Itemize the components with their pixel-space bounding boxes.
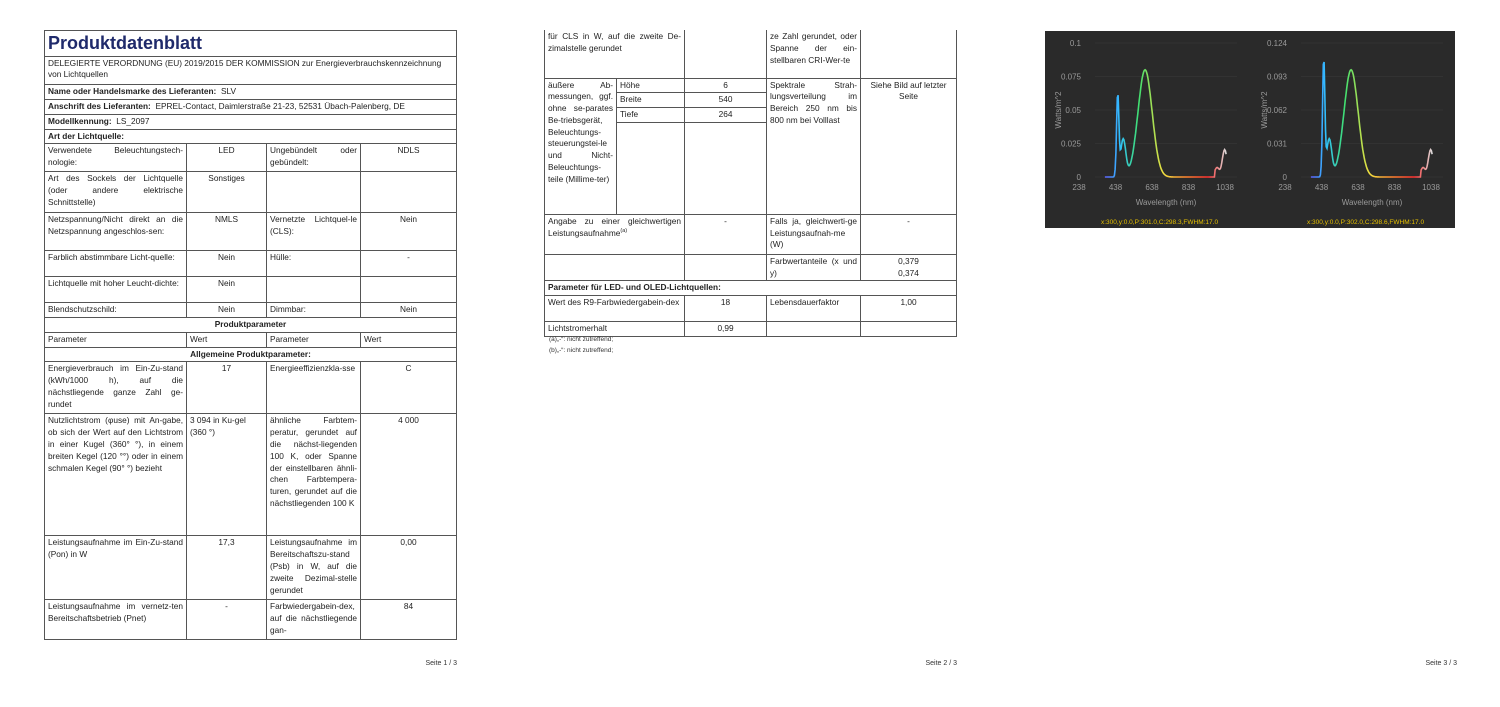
footnotes xyxy=(549,334,613,356)
model-row xyxy=(45,114,457,129)
column-header: Parameter xyxy=(267,332,361,347)
param-value: 0,99 xyxy=(685,322,767,337)
param-label: Farbwertanteile (x und y) xyxy=(767,254,861,281)
address-row xyxy=(45,99,457,114)
column-header: Wert xyxy=(361,332,457,347)
param-value: - xyxy=(361,251,457,277)
table-row xyxy=(545,254,957,281)
param-value: 18 xyxy=(685,296,767,322)
x-tick-label: 638 xyxy=(1145,183,1159,192)
param-label: ze Zahl gerundet, oder Spanne der ein-stellbaren CRI-Wer-te xyxy=(767,30,861,78)
x-tick-label: 1038 xyxy=(1216,183,1234,192)
y-tick-label: 0.093 xyxy=(1266,72,1287,82)
supplier-name-label: Name oder Handelsmarke des Lieferanten: xyxy=(48,86,217,97)
param-label: Verwendete Beleuchtungstech-nologie: xyxy=(45,144,187,172)
y-tick-label: 0.1 xyxy=(1069,39,1081,48)
dimensions-label: äußere Ab-messungen, ggf. ohne se-parates Be-triebsgerät, Beleuchtungs-steuerungstei-le und Nicht-Beleuchtungs-teile (Millime-ter) xyxy=(545,78,617,214)
param-label-text: Leistungsaufnahme im Ein-Zu-stand (Pon) in W xyxy=(48,537,183,560)
dim-value: 540 xyxy=(685,93,767,108)
param-label: Lebensdauerfaktor xyxy=(767,296,861,322)
dim-name: Höhe xyxy=(617,78,685,93)
param-value: NMLS xyxy=(187,213,267,251)
column-header-row xyxy=(45,332,457,347)
y-tick-label: 0.062 xyxy=(1266,106,1287,115)
x-tick-label: 1038 xyxy=(1422,183,1440,192)
spectrum-line xyxy=(1105,70,1226,177)
x-tick-label: 638 xyxy=(1351,183,1365,192)
param-value: - xyxy=(861,214,957,254)
table-row xyxy=(45,303,457,318)
dim-value xyxy=(685,122,767,214)
param-label xyxy=(45,536,187,600)
param-value xyxy=(685,254,767,281)
param-label xyxy=(267,277,361,303)
x-axis-label: Wavelength (nm) xyxy=(1341,198,1403,207)
y-tick-label: 0.075 xyxy=(1060,72,1081,82)
column-header: Parameter xyxy=(45,332,187,347)
param-value xyxy=(361,277,457,303)
param-value: Nein xyxy=(187,277,267,303)
page-title: Produktdatenblatt xyxy=(45,31,457,57)
param-value: LED xyxy=(187,144,267,172)
param-label xyxy=(767,322,861,337)
param-value: 17,3 xyxy=(187,536,267,600)
chroma-y: 0,374 xyxy=(898,267,919,278)
spectral-value: Siehe Bild auf letzter Seite xyxy=(861,78,957,214)
param-label: Lichtstromerhalt xyxy=(545,322,685,337)
param-value xyxy=(861,322,957,337)
table-row xyxy=(45,600,457,640)
param-value: Nein xyxy=(187,251,267,277)
led-params-header: Parameter für LED- und OLED-Lichtquellen: xyxy=(545,281,957,296)
x-tick-label: 838 xyxy=(1181,183,1196,192)
y-tick-label: 0 xyxy=(1076,173,1081,182)
param-label: Energieeffizienzkla-sse xyxy=(267,362,361,414)
table-row xyxy=(545,296,957,322)
param-label: Energieverbrauch im Ein-Zu-stand (kWh/1000 h), auf die nächstliegende ganze Zahl ge-rundet xyxy=(45,362,187,414)
param-value xyxy=(861,30,957,78)
chart-caption: x:300,y:0.0,P:301.0,C:298.3,FWHM:17.0 xyxy=(1101,219,1219,226)
column-header: Wert xyxy=(187,332,267,347)
spectral-label: Spektrale Strah-lungsverteilung im Bereich 250 nm bis 800 nm bei Volllast xyxy=(767,78,861,214)
param-label: Falls ja, gleichwerti-ge Leistungsaufnah-me (W) xyxy=(767,214,861,254)
y-tick-label: 0 xyxy=(1282,173,1287,182)
param-label: Farblich abstimmbare Licht-quelle: xyxy=(45,251,187,277)
table-row xyxy=(545,214,957,254)
param-label: Art des Sockels der Lichtquelle (oder andere elektrische Schnittstelle) xyxy=(45,172,187,213)
address-label: Anschrift des Lieferanten: xyxy=(48,100,151,111)
param-label: Blendschutzschild: xyxy=(45,303,187,318)
y-axis-label: Watts/m^2 xyxy=(1260,91,1269,129)
param-label: Farbwiedergabein-dex, auf die nächstliegende gan- xyxy=(267,600,361,640)
param-value: Nein xyxy=(361,213,457,251)
param-label: Nutzlichtstrom (φuse) mit An-gabe, ob sich der Wert auf den Lichtstrom in einer Kugel (360° °), in einem breiten Kegel (120 °°) oder in einem schmalen Kegel (90° °) bezieht xyxy=(45,414,187,536)
param-label: Ungebündelt oder gebündelt: xyxy=(267,144,361,172)
x-tick-label: 438 xyxy=(1314,183,1329,192)
param-value: Nein xyxy=(361,303,457,318)
model-value: LS_2097 xyxy=(116,115,150,126)
table-row xyxy=(45,414,457,536)
y-tick-label: 0.124 xyxy=(1266,39,1287,48)
param-value: Sonstiges xyxy=(187,172,267,213)
table-row xyxy=(45,251,457,277)
dim-value: 264 xyxy=(685,108,767,123)
chart-caption: x:300,y:0.0,P:302.0,C:298.6,FWHM:17.0 xyxy=(1307,219,1425,226)
table-row xyxy=(45,362,457,414)
model-label: Modellkennung: xyxy=(48,115,112,126)
param-value xyxy=(861,254,957,281)
x-tick-label: 438 xyxy=(1108,183,1123,192)
param-label: Dimmbar: xyxy=(267,303,361,318)
supplier-name-row xyxy=(45,85,457,100)
param-label: Lichtquelle mit hoher Leucht-dichte: xyxy=(45,277,187,303)
regulation-text: DELEGIERTE VERORDNUNG (EU) 2019/2015 DER KOMMISSION zur Energieverbrauchskennzeichnung von Lichtquellen xyxy=(45,56,457,85)
x-axis-label: Wavelength (nm) xyxy=(1135,198,1197,207)
equiv-label: Angabe zu einer gleichwertigen Leistungsaufnahme xyxy=(548,215,682,238)
table-row xyxy=(45,277,457,303)
footnote-b: (b)„-“: nicht zutreffend; xyxy=(549,347,614,355)
param-value: C xyxy=(361,362,457,414)
page-1 xyxy=(0,0,500,707)
y-tick-label: 0.05 xyxy=(1065,106,1081,115)
address-value: EPREL-Contact, Daimlerstraße 21-23, 52531 Übach-Palenberg, DE xyxy=(155,100,405,111)
param-value: 17 xyxy=(187,362,267,414)
spectrum-line xyxy=(1311,62,1432,177)
param-value: 3 094 in Ku-gel (360 °) xyxy=(187,414,267,536)
dim-name: Tiefe xyxy=(617,108,685,123)
table-row xyxy=(545,78,957,93)
param-value: NDLS xyxy=(361,144,457,172)
dim-name: Breite xyxy=(617,93,685,108)
footnote-marker: (a) xyxy=(620,227,628,234)
y-tick-label: 0.025 xyxy=(1060,139,1081,149)
param-label: Netzspannung/Nicht direkt an die Netzspannung angeschlos-sen: xyxy=(45,213,187,251)
chroma-x: 0,379 xyxy=(898,255,919,266)
param-label xyxy=(267,172,361,213)
param-value: 1,00 xyxy=(861,296,957,322)
type-section-header: Art der Lichtquelle: xyxy=(45,129,457,144)
spectral-distribution-image xyxy=(1045,31,1455,228)
param-label: für CLS in W, auf die zweite De-zimalstelle gerundet xyxy=(545,30,685,78)
param-value: - xyxy=(685,214,767,254)
param-label: ähnliche Farbtem-peratur, gerundet auf die nächst-liegenden 100 K, oder Spanne der einstellbaren ähnli-chen Farbtempera-turen, gerundet auf die nächstliegenden 100 K xyxy=(267,414,361,536)
param-label: Leistungsaufnahme im Bereitschaftszu-stand (Psb) in W, auf die zweite Dezimal-stelle gerundet xyxy=(267,536,361,600)
table-row xyxy=(45,172,457,213)
datasheet-table-page2 xyxy=(544,30,957,337)
param-value: - xyxy=(187,600,267,640)
table-row xyxy=(45,536,457,600)
page-number: Seite 3 / 3 xyxy=(1425,660,1457,667)
x-tick-label: 838 xyxy=(1387,183,1402,192)
dim-value: 6 xyxy=(685,78,767,93)
param-label xyxy=(545,254,685,281)
param-value: 4 000 xyxy=(361,414,457,536)
table-row xyxy=(545,30,957,78)
footnote-a: (a)„-“: nicht zutreffend; xyxy=(549,336,614,343)
y-axis-label: Watts/m^2 xyxy=(1054,91,1063,129)
general-params-header: Allgemeine Produktparameter: xyxy=(45,347,457,362)
param-value: Nein xyxy=(187,303,267,318)
spectral-charts xyxy=(1045,31,1455,228)
param-label: Leistungsaufnahme im vernetz-ten Bereitschaftsbetrieb (Pnet) xyxy=(45,600,187,640)
supplier-name-value: SLV xyxy=(220,86,237,97)
param-value xyxy=(361,172,457,213)
table-row xyxy=(45,213,457,251)
x-tick-label: 238 xyxy=(1278,183,1292,192)
y-tick-label: 0.031 xyxy=(1266,139,1287,149)
param-value: 84 xyxy=(361,600,457,640)
page-number: Seite 2 / 3 xyxy=(925,660,957,667)
param-label: Hülle: xyxy=(267,251,361,277)
product-params-header: Produktparameter xyxy=(45,318,457,333)
page-number: Seite 1 / 3 xyxy=(425,660,457,667)
dim-name xyxy=(617,122,685,214)
param-label: Wert des R9-Farbwiedergabein-dex xyxy=(545,296,685,322)
table-row xyxy=(45,144,457,172)
param-label xyxy=(545,214,685,254)
param-label: Vernetzte Lichtquel-le (CLS): xyxy=(267,213,361,251)
x-tick-label: 238 xyxy=(1072,183,1086,192)
param-value xyxy=(685,30,767,78)
param-value: 0,00 xyxy=(361,536,457,600)
datasheet-table-page1 xyxy=(44,30,457,640)
